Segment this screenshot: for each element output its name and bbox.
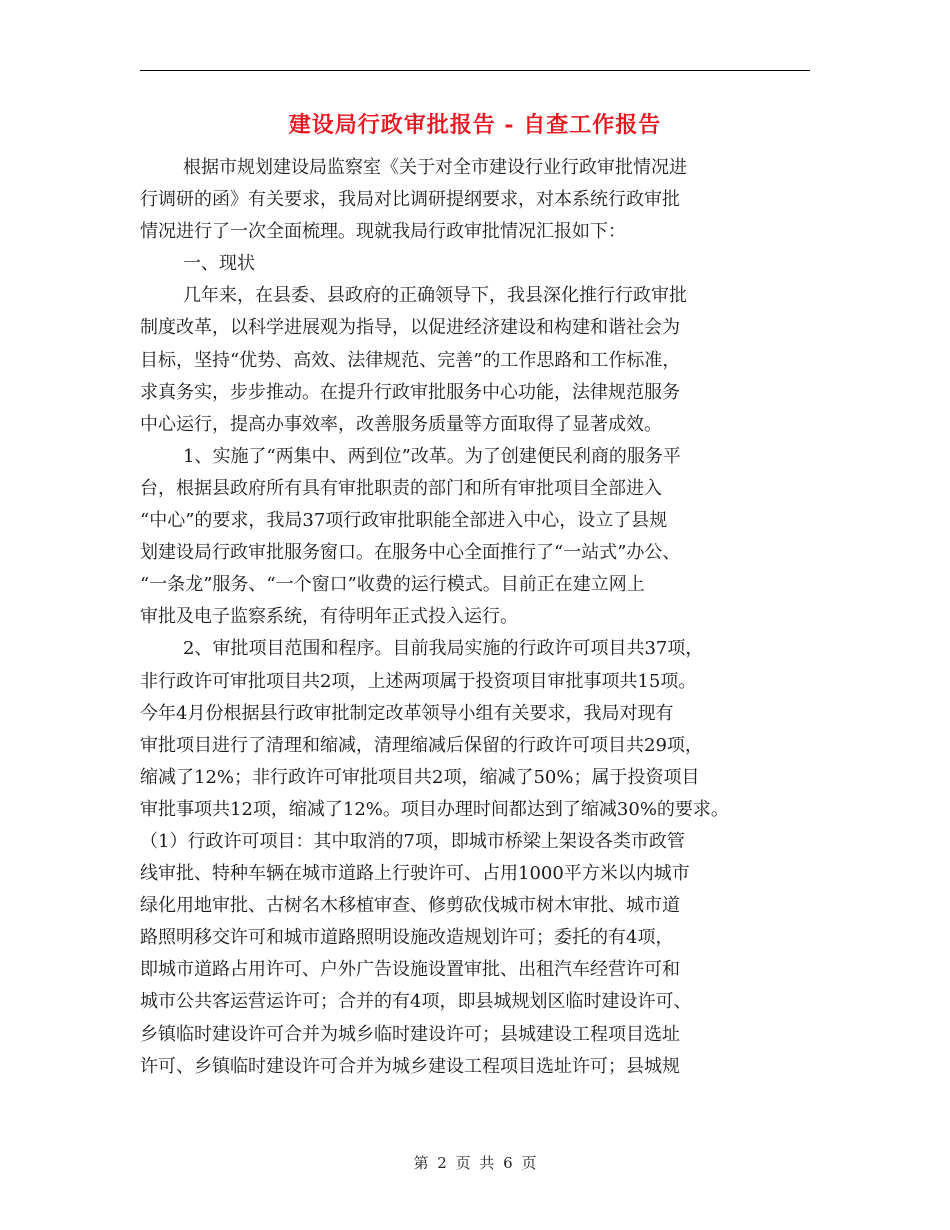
text-line: 中心运行，提高办事效率，改善服务质量等方面取得了显著成效。 [140,413,662,435]
text-line: 几年来，在县委、县政府的正确领导下，我县深化推行行政审批 [183,285,687,307]
header-rule [140,70,810,71]
text-line: 划建设局行政审批服务窗口。在服务中心全面推行了“一站式”办公、 [140,542,681,564]
text-line: 今年4月份根据县行政审批制定改革领导小组有关要求，我局对现有 [140,702,674,724]
page-footer: 第 2 页 共 6 页 [413,1154,537,1172]
text-line: 即城市道路占用许可、户外广告设施设置审批、出租汽车经营许可和 [140,959,680,981]
text-line: 根据市规划建设局监察室《关于对全市建设行业行政审批情况进 [183,157,687,178]
text-line: 审批事项共12项，缩减了12%。项目办理时间都达到了缩减30%的要求。 [140,798,729,820]
text-line: （1）行政许可项目：其中取消的7项，即城市桥梁上架设各类市政管 [140,830,685,852]
document-title: 建设局行政审批报告 - 自查工作报告 [288,112,662,138]
text-line: 行调研的函》有关要求，我局对比调研提纲要求，对本系统行政审批 [140,189,680,211]
text-line: 审批项目进行了清理和缩减，清理缩减后保留的行政许可项目共29项， [140,734,703,756]
text-line: 台，根据县政府所有具有审批职责的部门和所有审批项目全部进入 [140,477,662,499]
text-line: 一、现状 [183,253,255,275]
text-line: 1、实施了“两集中、两到位”改革。为了创建便民利商的服务平 [183,445,681,467]
text-line: 情况进行了一次全面梳理。现就我局行政审批情况汇报如下： [140,221,626,243]
text-line: “一条龙”服务、“一个窗口”收费的运行模式。目前正在建立网上 [140,574,645,596]
text-line: 乡镇临时建设许可合并为城乡临时建设许可；县城建设工程项目选址 [140,1023,680,1045]
text-line: 审批及电子监察系统，有待明年正式投入运行。 [140,606,518,628]
text-line: 许可、乡镇临时建设许可合并为城乡建设工程项目选址许可；县城规 [140,1055,680,1077]
text-line: 路照明移交许可和城市道路照明设施改造规划许可；委托的有4项， [140,927,674,949]
document-body [140,152,830,1083]
text-line: 非行政许可审批项目共2项，上述两项属于投资项目审批事项共15项。 [140,670,697,692]
text-line: 绿化用地审批、古树名木移植审查、修剪砍伐城市树木审批、城市道 [140,895,680,917]
text-line: 制度改革，以科学进展观为指导，以促进经济建设和构建和谐社会为 [140,317,680,339]
text-line: 城市公共客运营运许可；合并的有4项，即县城规划区临时建设许可、 [140,991,692,1013]
text-line: 目标，坚持“优势、高效、法律规范、完善”的工作思路和工作标准， [140,349,681,371]
text-line: 求真务实，步步推动。在提升行政审批服务中心功能，法律规范服务 [140,381,680,403]
text-line: 线审批、特种车辆在城市道路上行驶许可、占用1000平方米以内城市 [140,863,690,885]
text-line: “中心”的要求，我局37项行政审批职能全部进入中心，设立了县规 [140,510,668,532]
text-line: 缩减了12%；非行政许可审批项目共2项，缩减了50%；属于投资项目 [140,766,700,788]
text-line: 2、审批项目范围和程序。目前我局实施的行政许可项目共37项， [183,638,704,660]
